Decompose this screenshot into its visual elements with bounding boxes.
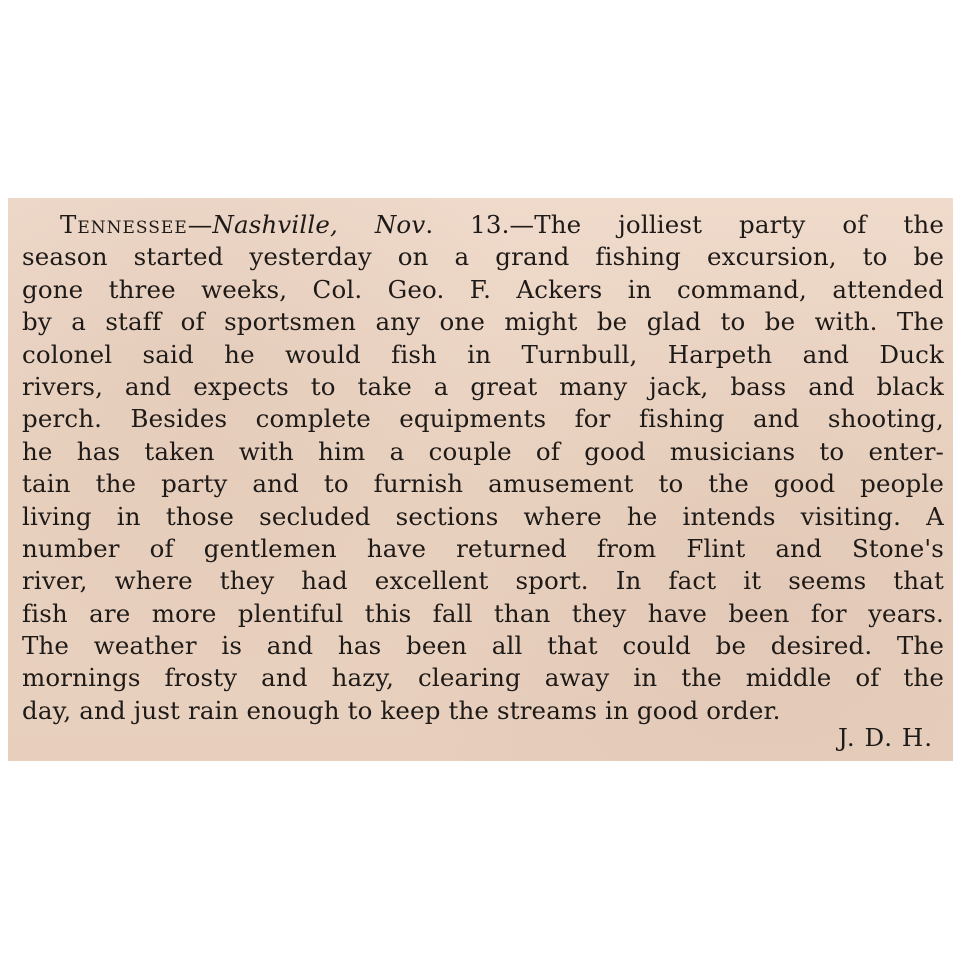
article-line: living in those secluded sections where he intends visiting. A: [22, 501, 944, 531]
article-line: mornings frosty and hazy, clearing away in the middle of the: [22, 663, 944, 693]
article-line: number of gentlemen have returned from Flint and Stone's: [22, 533, 944, 563]
article-line-first: [22, 209, 944, 241]
article-line: he has taken with him a couple of good musicians to enter-: [22, 436, 944, 466]
article-line: season started yesterday on a grand fishing excursion, to be: [22, 242, 944, 272]
article-body: [22, 209, 944, 727]
article-line: perch. Besides complete equipments for fishing and shooting,: [22, 404, 944, 434]
article-line: tain the party and to furnish amusement to the good people: [22, 469, 944, 499]
article-line: gone three weeks, Col. Geo. F. Ackers in command, attended: [22, 274, 944, 304]
article-line: fish are more plentiful this fall than they have been for years.: [22, 598, 944, 628]
dateline-rest: . 13.—The jolliest party of the: [425, 210, 944, 239]
article-line: colonel said he would fish in Turnbull, Harpeth and Duck: [22, 339, 944, 369]
article-line: by a staff of sportsmen any one might be glad to be with. The: [22, 307, 944, 337]
newspaper-clipping: [8, 198, 953, 761]
dateline-city: Nashville,: [212, 210, 338, 239]
dateline-dash: —: [187, 210, 213, 239]
author-signature: J. D. H.: [838, 723, 933, 752]
article-line-last: day, and just rain enough to keep the streams in good order.: [22, 695, 781, 725]
dateline-month: Nov: [374, 210, 426, 239]
article-line: The weather is and has been all that could be desired. The: [22, 631, 944, 661]
dateline-place: Tennessee: [60, 210, 188, 239]
article-line: rivers, and expects to take a great many jack, bass and black: [22, 371, 944, 401]
article-line: river, where they had excellent sport. In fact it seems that: [22, 566, 944, 596]
